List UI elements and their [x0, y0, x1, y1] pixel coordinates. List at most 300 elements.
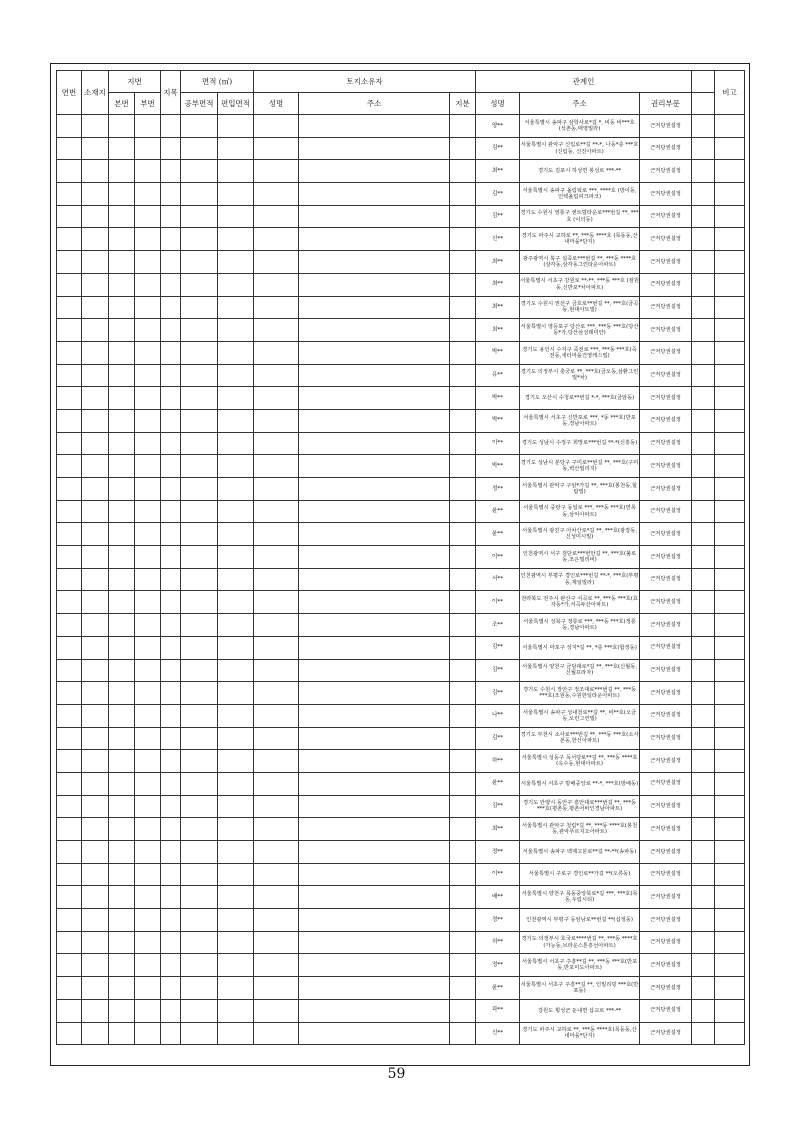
right-type: 근저당권설정	[640, 636, 692, 659]
related-person-address: 서울특별시 성북구 정릉로 ***, ***동 ***호(정릉동,경남아파트)	[520, 614, 640, 637]
empty-cell	[82, 251, 109, 274]
table-row	[57, 931, 745, 954]
empty-cell	[82, 296, 109, 319]
empty-cell	[254, 432, 299, 455]
empty-cell	[82, 977, 109, 1000]
empty-cell	[57, 228, 82, 251]
empty-cell	[161, 115, 181, 138]
empty-cell	[299, 977, 450, 1000]
empty-cell	[161, 977, 181, 1000]
related-person-address: 경기도 수원시 영통구 센트럴타운로***번길 **, ***호 (이의동)	[520, 205, 640, 228]
empty-cell	[161, 886, 181, 909]
related-person-name: 정**	[476, 954, 520, 977]
empty-cell	[299, 954, 450, 977]
empty-cell	[109, 1022, 135, 1045]
empty-cell	[218, 228, 254, 251]
table-row	[57, 568, 745, 591]
header-right: 권리부문	[640, 93, 692, 115]
empty-cell	[299, 886, 450, 909]
empty-cell	[254, 591, 299, 614]
right-type: 근저당권설정	[640, 183, 692, 206]
empty-cell	[254, 863, 299, 886]
empty-cell	[254, 160, 299, 183]
related-person-name: 최**	[476, 273, 520, 296]
empty-cell	[161, 523, 181, 546]
empty-cell	[450, 296, 476, 319]
empty-cell	[692, 659, 715, 682]
empty-cell	[109, 977, 135, 1000]
empty-cell	[82, 727, 109, 750]
empty-cell	[57, 296, 82, 319]
empty-cell	[254, 115, 299, 138]
empty-cell	[218, 841, 254, 864]
empty-cell	[254, 364, 299, 387]
empty-cell	[109, 319, 135, 342]
empty-cell	[254, 954, 299, 977]
empty-cell	[57, 568, 82, 591]
empty-cell	[715, 750, 745, 773]
empty-cell	[181, 500, 218, 523]
empty-cell	[692, 977, 715, 1000]
empty-cell	[109, 727, 135, 750]
right-type: 근저당권설정	[640, 977, 692, 1000]
right-type: 근저당권설정	[640, 341, 692, 364]
empty-cell	[57, 818, 82, 841]
empty-cell	[161, 1022, 181, 1045]
empty-cell	[109, 523, 135, 546]
empty-cell	[135, 727, 161, 750]
empty-cell	[109, 704, 135, 727]
related-person-name: 김**	[476, 205, 520, 228]
empty-cell	[161, 228, 181, 251]
empty-cell	[181, 591, 218, 614]
empty-cell	[57, 387, 82, 410]
empty-cell	[82, 432, 109, 455]
empty-cell	[57, 341, 82, 364]
empty-cell	[715, 523, 745, 546]
right-type: 근저당권설정	[640, 614, 692, 637]
related-person-name: 서**	[476, 568, 520, 591]
related-person-name: 김**	[476, 727, 520, 750]
right-type: 근저당권설정	[640, 228, 692, 251]
empty-cell	[692, 455, 715, 478]
empty-cell	[109, 500, 135, 523]
empty-cell	[57, 115, 82, 138]
empty-cell	[450, 727, 476, 750]
empty-cell	[450, 115, 476, 138]
empty-cell	[135, 1022, 161, 1045]
empty-cell	[135, 341, 161, 364]
empty-cell	[57, 455, 82, 478]
empty-cell	[254, 750, 299, 773]
empty-cell	[218, 546, 254, 569]
empty-cell	[254, 409, 299, 432]
header-related: 관계인	[476, 71, 692, 93]
empty-cell	[715, 614, 745, 637]
empty-cell	[715, 409, 745, 432]
empty-cell	[181, 478, 218, 501]
empty-cell	[218, 500, 254, 523]
empty-cell	[82, 863, 109, 886]
empty-cell	[161, 341, 181, 364]
empty-cell	[715, 772, 745, 795]
table-row	[57, 772, 745, 795]
empty-cell	[450, 591, 476, 614]
empty-cell	[218, 886, 254, 909]
empty-cell	[135, 636, 161, 659]
empty-cell	[161, 455, 181, 478]
empty-cell	[109, 273, 135, 296]
related-person-address: 서울특별시 송파구 백제고분로**길 **-**(송파동)	[520, 841, 640, 864]
empty-cell	[161, 999, 181, 1022]
empty-cell	[450, 183, 476, 206]
empty-cell	[57, 546, 82, 569]
empty-cell	[135, 863, 161, 886]
empty-cell	[299, 478, 450, 501]
empty-cell	[299, 659, 450, 682]
empty-cell	[254, 886, 299, 909]
empty-cell	[218, 205, 254, 228]
empty-cell	[181, 364, 218, 387]
related-person-name: 신**	[476, 228, 520, 251]
empty-cell	[57, 863, 82, 886]
empty-cell	[692, 886, 715, 909]
empty-cell	[218, 137, 254, 160]
empty-cell	[218, 319, 254, 342]
empty-cell	[299, 704, 450, 727]
header-owner-name: 성명	[254, 93, 299, 115]
empty-cell	[692, 931, 715, 954]
empty-cell	[82, 228, 109, 251]
empty-cell	[450, 364, 476, 387]
empty-cell	[181, 341, 218, 364]
header-seq: 연번	[57, 71, 82, 115]
empty-cell	[692, 909, 715, 932]
empty-cell	[135, 568, 161, 591]
empty-cell	[135, 251, 161, 274]
empty-cell	[57, 636, 82, 659]
empty-cell	[161, 591, 181, 614]
empty-cell	[254, 273, 299, 296]
empty-cell	[218, 455, 254, 478]
empty-cell	[254, 319, 299, 342]
header-location: 소재지	[82, 71, 109, 115]
empty-cell	[299, 273, 450, 296]
empty-cell	[82, 750, 109, 773]
empty-cell	[161, 500, 181, 523]
empty-cell	[715, 727, 745, 750]
empty-cell	[181, 841, 218, 864]
empty-cell	[135, 841, 161, 864]
empty-cell	[299, 931, 450, 954]
empty-cell	[299, 137, 450, 160]
empty-cell	[109, 387, 135, 410]
table-row	[57, 160, 745, 183]
related-person-address: 경기도 성남시 수정구 희망로***번길 **-*(신흥동)	[520, 432, 640, 455]
empty-cell	[299, 160, 450, 183]
empty-cell	[82, 818, 109, 841]
empty-cell	[450, 931, 476, 954]
empty-cell	[254, 931, 299, 954]
right-type: 근저당권설정	[640, 251, 692, 274]
empty-cell	[692, 863, 715, 886]
empty-cell	[299, 183, 450, 206]
empty-cell	[135, 931, 161, 954]
empty-cell	[109, 568, 135, 591]
empty-cell	[181, 568, 218, 591]
empty-cell	[57, 205, 82, 228]
right-type: 근저당권설정	[640, 387, 692, 410]
empty-cell	[181, 909, 218, 932]
empty-cell	[161, 931, 181, 954]
related-person-address: 경기도 파주시 교하로 **, ***동 ****호 (목동동,산내마을*단지)	[520, 228, 640, 251]
empty-cell	[181, 409, 218, 432]
empty-cell	[715, 977, 745, 1000]
empty-cell	[82, 115, 109, 138]
empty-cell	[181, 772, 218, 795]
empty-cell	[254, 341, 299, 364]
empty-cell	[218, 160, 254, 183]
right-type: 근저당권설정	[640, 954, 692, 977]
empty-cell	[450, 387, 476, 410]
empty-cell	[450, 319, 476, 342]
related-person-name: 윤**	[476, 500, 520, 523]
empty-cell	[161, 432, 181, 455]
empty-cell	[161, 319, 181, 342]
empty-cell	[161, 727, 181, 750]
empty-cell	[299, 409, 450, 432]
related-person-address: 서울특별시 송파구 올림픽로 ***, ****호 (방이동,인텍올림피크파크)	[520, 183, 640, 206]
empty-cell	[181, 432, 218, 455]
empty-cell	[715, 432, 745, 455]
empty-cell	[82, 954, 109, 977]
table-row	[57, 659, 745, 682]
empty-cell	[161, 841, 181, 864]
right-type: 근저당권설정	[640, 795, 692, 818]
empty-cell	[135, 999, 161, 1022]
empty-cell	[135, 682, 161, 705]
empty-cell	[715, 931, 745, 954]
related-person-address: 서울특별시 서초구 주흥**길 **, ***동 ***호(반포동,반포미도아파트)	[520, 954, 640, 977]
empty-cell	[161, 409, 181, 432]
empty-cell	[692, 636, 715, 659]
empty-cell	[82, 659, 109, 682]
empty-cell	[82, 546, 109, 569]
empty-cell	[715, 296, 745, 319]
empty-cell	[109, 228, 135, 251]
right-type: 근저당권설정	[640, 546, 692, 569]
empty-cell	[450, 523, 476, 546]
empty-cell	[450, 704, 476, 727]
right-type: 근저당권설정	[640, 205, 692, 228]
empty-cell	[692, 591, 715, 614]
empty-cell	[299, 591, 450, 614]
empty-cell	[254, 500, 299, 523]
empty-cell	[57, 954, 82, 977]
right-type: 근저당권설정	[640, 818, 692, 841]
empty-cell	[450, 432, 476, 455]
empty-cell	[299, 115, 450, 138]
empty-cell	[299, 251, 450, 274]
empty-cell	[692, 251, 715, 274]
empty-cell	[218, 341, 254, 364]
empty-cell	[57, 659, 82, 682]
empty-cell	[109, 205, 135, 228]
empty-cell	[692, 160, 715, 183]
related-person-name: 박**	[476, 341, 520, 364]
related-person-name: 김**	[476, 659, 520, 682]
right-type: 근저당권설정	[640, 841, 692, 864]
related-person-name: 이**	[476, 432, 520, 455]
table-row	[57, 500, 745, 523]
empty-cell	[715, 251, 745, 274]
empty-cell	[450, 772, 476, 795]
empty-cell	[450, 228, 476, 251]
table-row	[57, 636, 745, 659]
related-person-name: 박**	[476, 455, 520, 478]
related-person-address: 서울특별시 영등포구 당산로 ***, ***동 ***호(당산동*가,당산삼성래미안)	[520, 319, 640, 342]
empty-cell	[135, 659, 161, 682]
empty-cell	[82, 909, 109, 932]
empty-cell	[218, 614, 254, 637]
right-type: 근저당권설정	[640, 296, 692, 319]
related-person-name: 최**	[476, 319, 520, 342]
empty-cell	[161, 750, 181, 773]
right-type: 근저당권설정	[640, 432, 692, 455]
empty-cell	[181, 183, 218, 206]
empty-cell	[82, 341, 109, 364]
empty-cell	[254, 909, 299, 932]
empty-cell	[218, 727, 254, 750]
empty-cell	[218, 115, 254, 138]
empty-cell	[692, 546, 715, 569]
empty-cell	[82, 841, 109, 864]
empty-cell	[715, 795, 745, 818]
empty-cell	[181, 750, 218, 773]
empty-cell	[109, 432, 135, 455]
empty-cell	[218, 909, 254, 932]
table-row	[57, 251, 745, 274]
empty-cell	[181, 795, 218, 818]
empty-cell	[109, 614, 135, 637]
empty-cell	[135, 818, 161, 841]
table-row	[57, 727, 745, 750]
empty-cell	[450, 568, 476, 591]
empty-cell	[692, 954, 715, 977]
related-person-name: 김**	[476, 183, 520, 206]
empty-cell	[254, 795, 299, 818]
related-person-address: 서울특별시 광진구 아차산로*길 **, ***호(광장동,신성미시빌)	[520, 523, 640, 546]
empty-cell	[218, 659, 254, 682]
empty-cell	[450, 478, 476, 501]
empty-cell	[181, 160, 218, 183]
empty-cell	[135, 205, 161, 228]
empty-cell	[135, 909, 161, 932]
empty-cell	[181, 523, 218, 546]
empty-cell	[692, 500, 715, 523]
related-person-address: 경기도 성남시 분당구 구미로**번길 **, ***호(구미동,벽산빌리지)	[520, 455, 640, 478]
empty-cell	[450, 251, 476, 274]
empty-cell	[450, 682, 476, 705]
empty-cell	[161, 273, 181, 296]
table-row	[57, 364, 745, 387]
empty-cell	[218, 682, 254, 705]
empty-cell	[181, 296, 218, 319]
empty-cell	[715, 704, 745, 727]
empty-cell	[218, 409, 254, 432]
empty-cell	[692, 614, 715, 637]
empty-cell	[181, 319, 218, 342]
empty-cell	[161, 478, 181, 501]
table-row	[57, 319, 745, 342]
empty-cell	[218, 636, 254, 659]
empty-cell	[254, 1022, 299, 1045]
empty-cell	[715, 546, 745, 569]
right-type: 근저당권설정	[640, 659, 692, 682]
related-person-name: 최**	[476, 251, 520, 274]
table-row	[57, 614, 745, 637]
empty-cell	[299, 455, 450, 478]
empty-cell	[299, 523, 450, 546]
header-share: 지분	[450, 93, 476, 115]
empty-cell	[715, 682, 745, 705]
empty-cell	[254, 546, 299, 569]
empty-cell	[299, 795, 450, 818]
empty-cell	[218, 954, 254, 977]
empty-cell	[254, 523, 299, 546]
empty-cell	[135, 977, 161, 1000]
right-type: 근저당권설정	[640, 999, 692, 1022]
empty-cell	[299, 319, 450, 342]
table-row	[57, 1022, 745, 1045]
right-type: 근저당권설정	[640, 772, 692, 795]
empty-cell	[135, 115, 161, 138]
empty-cell	[254, 682, 299, 705]
empty-cell	[135, 455, 161, 478]
empty-cell	[135, 886, 161, 909]
empty-cell	[181, 1022, 218, 1045]
empty-cell	[299, 727, 450, 750]
empty-cell	[715, 909, 745, 932]
empty-cell	[82, 704, 109, 727]
header-note-blank	[692, 71, 715, 93]
empty-cell	[109, 409, 135, 432]
related-person-name: 윤**	[476, 772, 520, 795]
empty-cell	[181, 273, 218, 296]
empty-cell	[109, 886, 135, 909]
table-row	[57, 409, 745, 432]
empty-cell	[450, 500, 476, 523]
empty-cell	[181, 546, 218, 569]
empty-cell	[254, 228, 299, 251]
empty-cell	[692, 364, 715, 387]
empty-cell	[57, 682, 82, 705]
right-type: 근저당권설정	[640, 591, 692, 614]
empty-cell	[57, 273, 82, 296]
empty-cell	[299, 841, 450, 864]
page-number: 59	[387, 1066, 406, 1082]
related-person-address: 서울특별시 송파구 성내천로**길 **, 비**호(오금동,오린그린빌)	[520, 704, 640, 727]
empty-cell	[109, 115, 135, 138]
empty-cell	[57, 319, 82, 342]
empty-cell	[450, 636, 476, 659]
right-type: 근저당권설정	[640, 500, 692, 523]
related-person-name: 배**	[476, 886, 520, 909]
empty-cell	[57, 523, 82, 546]
empty-cell	[254, 999, 299, 1022]
empty-cell	[161, 546, 181, 569]
related-person-address: 인천광역시 서구 검단로***번안길 **, ***호(불로동,조은빌리비)	[520, 546, 640, 569]
